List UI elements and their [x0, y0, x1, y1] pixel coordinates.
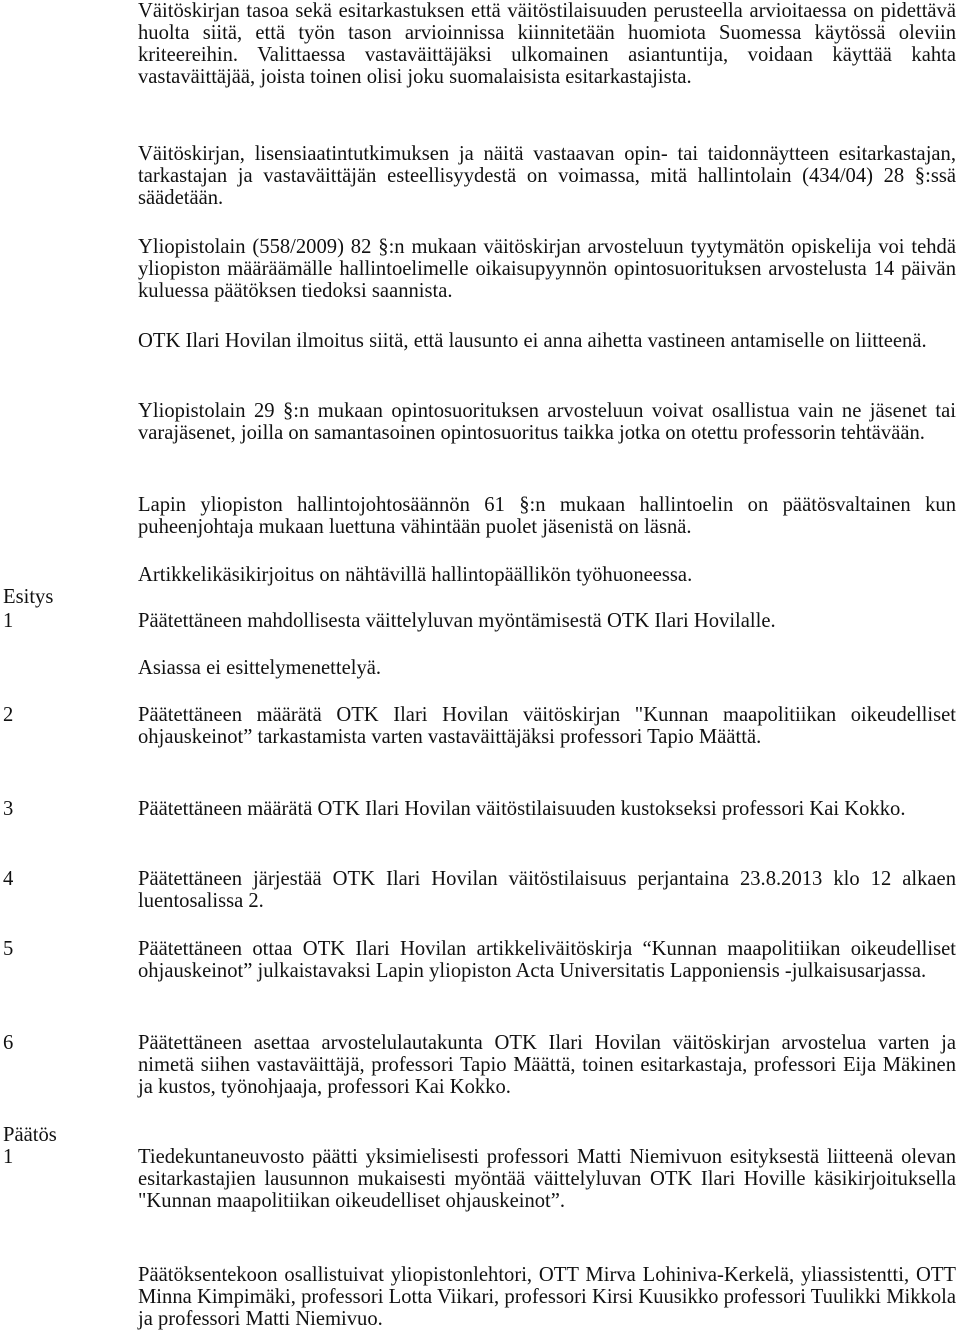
paragraph-text: OTK Ilari Hovilan ilmoitus siitä, että lausunto ei anna aihetta vastineen antamiselle on liitteenä.: [138, 330, 927, 352]
paatos-item-1-text: [138, 1146, 956, 1212]
paatos-item-1-number: 1: [3, 1146, 14, 1168]
esitys-item-2-text: [138, 704, 956, 748]
esitys-procedure-note: [138, 657, 956, 679]
paragraph-text: Artikkelikäsikirjoitus on nähtävillä hallintopäällikön työhuoneessa.: [138, 564, 693, 586]
paragraph-disqualification: [138, 143, 956, 209]
list-item: Asiassa ei esittelymenettelyä.: [138, 657, 382, 679]
esitys-item-5-number: 5: [3, 938, 14, 960]
list-item: Päätettäneen määrätä OTK Ilari Hovilan väitöstilaisuuden kustokseksi professori Kai Kokko.: [138, 798, 906, 820]
paragraph-manuscript-availability: [138, 564, 956, 586]
paragraph-appeal: [138, 236, 956, 302]
esitys-item-4-number: 4: [3, 868, 14, 890]
section-heading-paatos: Päätös: [3, 1124, 57, 1146]
paragraph-statement-notice: [138, 330, 956, 352]
list-item: Päätettäneen mahdollisesta väittelyluvan myöntämisestä OTK Ilari Hovilalle.: [138, 610, 776, 632]
paragraph-evaluation-criteria: [138, 0, 956, 88]
esitys-item-2-number: 2: [3, 704, 14, 726]
esitys-item-1-text: [138, 610, 956, 632]
paragraph-text: Yliopistolain 29 §:n mukaan opintosuorituksen arvosteluun voivat osallistua vain ne jäsenet tai varajäsenet, joilla on samantasoinen opintosuoritus taikka jotka on otettu professorin tehtävään.: [138, 400, 956, 444]
paatos-participants: [138, 1264, 956, 1330]
paragraph-evaluation-participation: [138, 400, 956, 444]
list-item: Päätöksentekoon osallistuivat yliopistonlehtori, OTT Mirva Lohiniva-Kerkelä, yliassistentti, OTT Minna Kimpimäki, professori Lotta Viikari, professori Kirsi Kuusikko professori Tuulikki Mikkola ja professori Matti Niemivuo.: [138, 1264, 956, 1330]
list-item: Päätettäneen ottaa OTK Ilari Hovilan artikkeliväitöskirja “Kunnan maapolitiikan oikeudelliset ohjauskeinot” julkaistavaksi Lapin yliopiston Acta Universitatis Lapponiensis -julkaisusarjassa.: [138, 938, 956, 982]
list-item: Päätettäneen määrätä OTK Ilari Hovilan väitöskirjan "Kunnan maapolitiikan oikeudelliset ohjauskeinot” tarkastamista varten vastaväittäjäksi professori Tapio Määttä.: [138, 704, 956, 748]
esitys-item-5-text: [138, 938, 956, 982]
paragraph-quorum: [138, 494, 956, 538]
section-heading-esitys: Esitys: [3, 586, 54, 608]
paragraph-text: Väitöskirjan, lisensiaatintutkimuksen ja näitä vastaavan opin- tai taidonnäytteen esitarkastajan, tarkastajan ja vastaväittäjän esteellisyydestä on voimassa, mitä hallintolain (434/04) 28 §:ssä säädetään.: [138, 143, 956, 209]
list-item: Päätettäneen asettaa arvostelulautakunta OTK Ilari Hovilan väitöskirjan arvostelua varten ja nimetä siihen vastaväittäjä, professori Tapio Määttä, toinen esitarkastaja, professori Eija Mäkinen ja kustos, työnohjaaja, professori Kai Kokko.: [138, 1032, 956, 1098]
list-item: Päätettäneen järjestää OTK Ilari Hovilan väitöstilaisuus perjantaina 23.8.2013 klo 12 alkaen luentosalissa 2.: [138, 868, 956, 912]
esitys-item-4-text: [138, 868, 956, 912]
esitys-item-1-number: 1: [3, 610, 14, 632]
list-item: Tiedekuntaneuvosto päätti yksimielisesti professori Matti Niemivuon esityksestä liitteenä olevan esitarkastajien lausunnon mukaisesti myöntää väittelyluvan OTK Ilari Hoville käsikirjoituksella "Kunnan maapolitiikan oikeudelliset ohjauskeinot”.: [138, 1146, 956, 1212]
esitys-item-3-text: [138, 798, 956, 820]
paragraph-text: Yliopistolain (558/2009) 82 §:n mukaan väitöskirjan arvosteluun tyytymätön opiskelija voi tehdä yliopiston määräämälle hallintoelimelle oikaisupyynnön opintosuorituksen arvostelusta 14 päivän kuluessa päätöksen tiedoksi saannista.: [138, 236, 956, 302]
esitys-item-3-number: 3: [3, 798, 14, 820]
paragraph-text: Lapin yliopiston hallintojohtosäännön 61 §:n mukaan hallintoelin on päätösvaltainen kun puheenjohtaja mukaan luettuna vähintään puolet jäsenistä on läsnä.: [138, 494, 956, 538]
esitys-item-6-number: 6: [3, 1032, 14, 1054]
esitys-item-6-text: [138, 1032, 956, 1098]
paragraph-text: Väitöskirjan tasoa sekä esitarkastuksen että väitöstilaisuuden perusteella arvioitaessa on pidettävä huolta siitä, että työn tason arvioinnissa kiinnitetään huomiota Suomessa käytössä oleviin kriteereihin. Valittaessa vastaväittäjäksi ulkomainen asiantuntija, voidaan käyttää kahta vastaväittäjää, joista toinen olisi joku suomalaisista esitarkastajista.: [138, 0, 956, 88]
